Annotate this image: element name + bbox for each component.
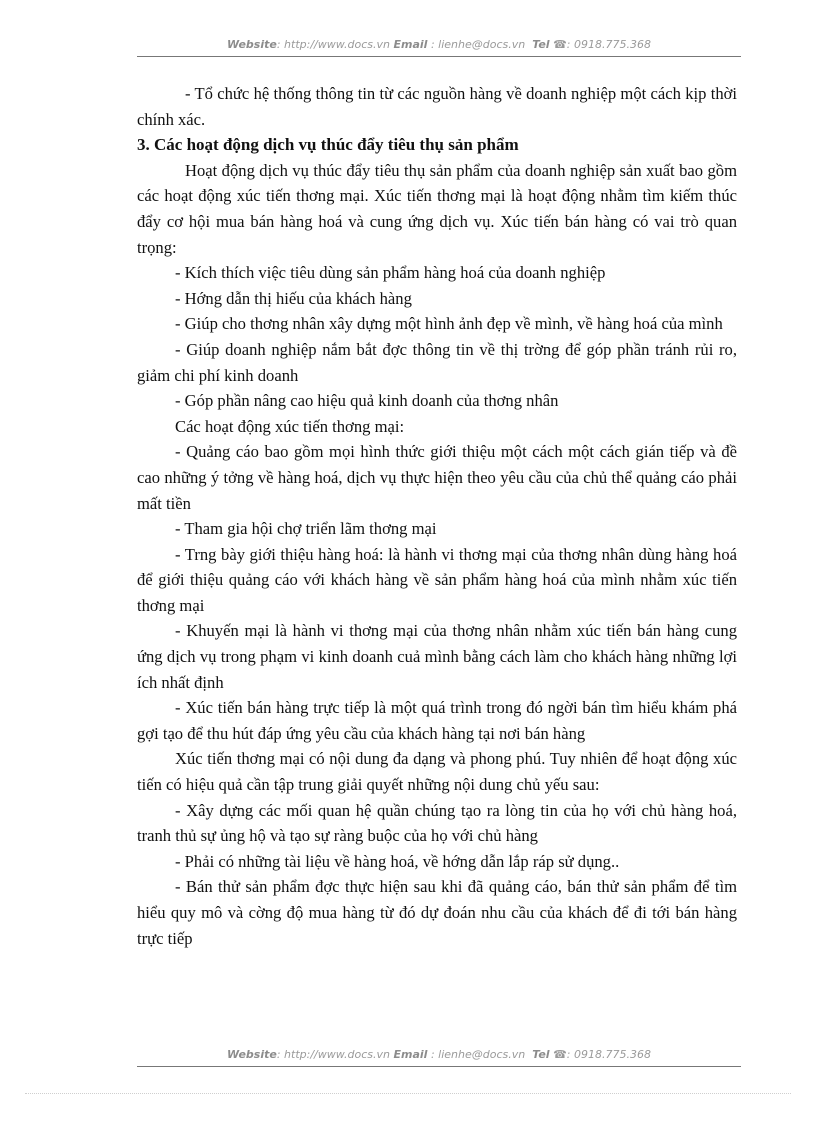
paragraph: - Kích thích việc tiêu dùng sản phẩm hàng hoá của doanh nghiệp: [175, 263, 606, 283]
header-email: : lienhe@docs.vn: [427, 38, 526, 51]
paragraph: - Phải có những tài liệu về hàng hoá, về hớng dẫn lắp ráp sử dụng..: [175, 851, 620, 871]
phone-icon: ☎: [553, 38, 567, 51]
paragraph: - Bán thử sản phẩm đợc thực hiện sau khi đã quảng cáo, bán thử sản phẩm để tìm hiểu quy mô và cờng độ mua hàng từ đó dự đoán nhu cầu của khách để đi tới bán hàng trực tiếp: [137, 877, 737, 948]
header-website-label: Website: [227, 38, 277, 51]
paragraph: - Giúp cho thơng nhân xây dựng một hình ảnh đẹp về mình, về hàng hoá của mình: [175, 314, 723, 334]
paragraph: - Trng bày giới thiệu hàng hoá: là hành vi thơng mại của thơng nhân dùng hàng hoá để giới thiệu quảng cáo với khách hàng về sản phẩm hàng hoá của mình nhằm xúc tiến thơng mại: [137, 544, 737, 615]
phone-icon: ☎: [553, 1048, 567, 1061]
header-tel-label: Tel: [532, 38, 550, 51]
paragraph: Xúc tiến thơng mại có nội dung đa dạng và phong phú. Tuy nhiên để hoạt động xúc tiến có hiệu quả cần tập trung giải quyết những nội dung chủ yếu sau:: [137, 749, 737, 795]
footer-tel-label: Tel: [532, 1048, 550, 1061]
paragraph: - Tổ chức hệ thống thông tin từ các nguồn hàng về doanh nghiệp một cách kịp thời chính xác.: [137, 84, 737, 129]
header-phone: : 0918.775.368: [566, 38, 651, 51]
paragraph: - Giúp doanh nghiệp nắm bắt đợc thông tin về thị trờng để góp phần tránh rủi ro, giảm chi phí kinh doanh: [137, 339, 737, 385]
paragraph: - Xây dựng các mối quan hệ quần chúng tạo ra lòng tin của họ với chủ hàng hoá, tranh thủ sự ủng hộ và tạo sự ràng buộc của họ với chủ hàng: [137, 800, 737, 846]
footer-phone: : 0918.775.368: [566, 1048, 651, 1061]
footer-website-label: Website: [227, 1048, 277, 1061]
page-header: [137, 38, 741, 51]
paragraph: - Góp phần nâng cao hiệu quả kinh doanh của thơng nhân: [175, 391, 559, 411]
section-heading: 3. Các hoạt động dịch vụ thúc đẩy tiêu thụ sản phẩm: [137, 135, 519, 155]
paragraph: - Xúc tiến bán hàng trực tiếp là một quá trình trong đó ngời bán tìm hiểu khám phá gợi tạo để thu hút đáp ứng yêu cầu của khách hàng tại nơi bán hàng: [137, 698, 737, 743]
paragraph: - Tham gia hội chợ triển lãm thơng mại: [175, 519, 437, 539]
paragraph: Các hoạt động xúc tiến thơng mại:: [175, 416, 405, 436]
footer-website-url: : http://www.docs.vn: [276, 1048, 391, 1061]
paragraph: - Hớng dẫn thị hiếu của khách hàng: [175, 288, 412, 308]
paragraph: - Quảng cáo bao gồm mọi hình thức giới thiệu một cách một cách gián tiếp và đề cao những ý tởng về hàng hoá, dịch vụ thực hiện theo yêu cầu của chủ thể quảng cáo phải mất tiền: [137, 442, 737, 513]
paragraph: Hoạt động dịch vụ thúc đẩy tiêu thụ sản phẩm của doanh nghiệp sản xuất bao gồm các hoạt động xúc tiến thơng mại. Xúc tiến thơng mại là hoạt động nhằm tìm kiếm thúc đẩy cơ hội mua bán hàng hoá và cung ứng dịch vụ. Xúc tiến bán hàng có vai trò quan trọng:: [137, 160, 737, 257]
document-body: [137, 81, 737, 951]
paragraph: - Khuyến mại là hành vi thơng mại của thơng nhân nhằm xúc tiến bán hàng cung ứng dịch vụ trong phạm vi kinh doanh cuả mình bằng cách làm cho khách hàng những lợi ích nhất định: [137, 621, 737, 692]
header-rule: [137, 56, 741, 57]
header-email-label: Email: [393, 38, 428, 51]
page-footer: [137, 1048, 741, 1061]
footer-email: : lienhe@docs.vn: [427, 1048, 526, 1061]
footer-rule: [137, 1066, 741, 1067]
footer-email-label: Email: [393, 1048, 428, 1061]
header-website-url: : http://www.docs.vn: [276, 38, 391, 51]
page-boundary-dots: [25, 1093, 791, 1094]
